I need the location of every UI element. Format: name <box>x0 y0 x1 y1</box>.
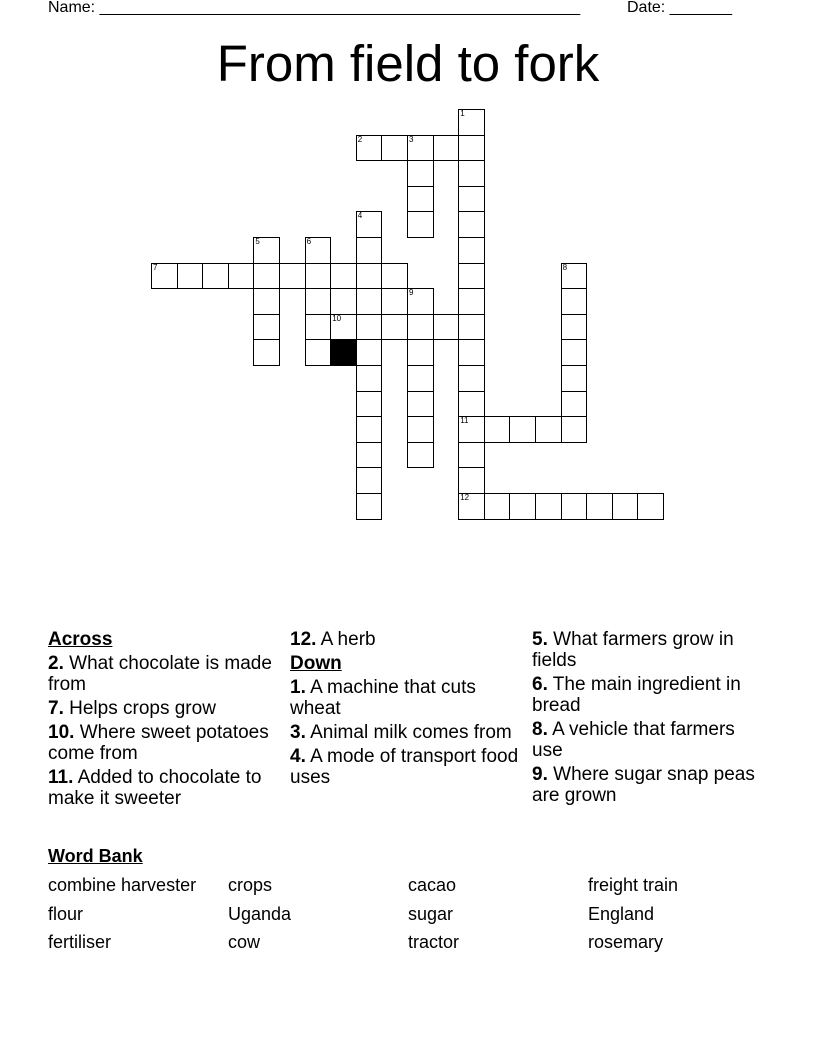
grid-cell[interactable] <box>305 263 332 290</box>
grid-cell[interactable] <box>356 442 383 469</box>
word-bank-item: rosemary <box>588 932 664 952</box>
grid-cell[interactable] <box>458 442 485 469</box>
grid-cell[interactable] <box>407 186 434 213</box>
grid-cell[interactable] <box>381 263 408 290</box>
grid-cell[interactable] <box>509 416 536 443</box>
grid-cell[interactable] <box>407 442 434 469</box>
clue-column-3 <box>532 629 767 809</box>
word-bank-item: Uganda <box>228 904 292 924</box>
grid-cell[interactable] <box>356 135 383 162</box>
grid-cell[interactable] <box>330 314 357 341</box>
clue-down-8: 8. A vehicle that farmers use <box>532 719 735 761</box>
word-bank-item: England <box>588 904 655 924</box>
grid-cell[interactable] <box>253 237 280 264</box>
grid-cell[interactable] <box>458 416 485 443</box>
grid-cell[interactable] <box>458 467 485 494</box>
grid-cell[interactable] <box>305 339 332 366</box>
grid-cell[interactable] <box>433 135 460 162</box>
grid-cell[interactable] <box>356 211 383 238</box>
grid-cell[interactable] <box>637 493 664 520</box>
grid-cell[interactable] <box>279 263 306 290</box>
cell-number: 7 <box>153 262 158 272</box>
blocked-cell <box>330 339 357 366</box>
grid-cell[interactable] <box>561 288 588 315</box>
clue-across-10: 10. Where sweet potatoes come from <box>48 722 269 764</box>
clue-across-7: 7. Helps crops grow <box>48 698 216 719</box>
word-bank-item: crops <box>228 875 273 895</box>
grid-cell[interactable] <box>305 237 332 264</box>
name-field[interactable]: Name: ______________________________________________________ <box>48 0 581 16</box>
clue-down-1: 1. A machine that cuts wheat <box>290 677 476 719</box>
cell-number: 1 <box>460 109 465 118</box>
grid-cell[interactable] <box>151 263 178 290</box>
grid-cell[interactable] <box>407 135 434 162</box>
grid-cell[interactable] <box>458 493 485 520</box>
grid-cell[interactable] <box>356 288 383 315</box>
grid-cell[interactable] <box>407 339 434 366</box>
word-bank-item: cow <box>228 932 261 952</box>
grid-cell[interactable] <box>509 493 536 520</box>
grid-cell[interactable] <box>356 467 383 494</box>
down-heading: Down <box>290 653 342 674</box>
grid-cell[interactable] <box>177 263 204 290</box>
grid-cell[interactable] <box>330 263 357 290</box>
clue-down-5: 5. What farmers grow in fields <box>532 629 734 671</box>
grid-cell[interactable] <box>561 365 588 392</box>
grid-cell[interactable] <box>612 493 639 520</box>
clue-column-1 <box>48 629 283 812</box>
cell-number: 12 <box>460 493 470 502</box>
cell-number: 9 <box>409 288 414 298</box>
grid-cell[interactable] <box>407 314 434 341</box>
grid-cell[interactable] <box>356 314 383 341</box>
grid-cell[interactable] <box>356 237 383 264</box>
grid-cell[interactable] <box>407 211 434 238</box>
puzzle-title: From field to fork <box>216 35 600 92</box>
grid-cell[interactable] <box>561 493 588 520</box>
clue-across-11: 11. Added to chocolate to make it sweeter <box>48 767 262 809</box>
grid-cell[interactable] <box>484 493 511 520</box>
word-bank-item: cacao <box>408 875 457 895</box>
grid-cell[interactable] <box>535 493 562 520</box>
word-bank-item: combine harvester <box>48 875 197 895</box>
grid-cell[interactable] <box>458 391 485 418</box>
clue-down-9: 9. Where sugar snap peas are grown <box>532 764 755 806</box>
grid-cell[interactable] <box>535 416 562 443</box>
date-field[interactable]: Date: _______ <box>627 0 732 16</box>
grid-cell[interactable] <box>458 237 485 264</box>
cell-number: 4 <box>357 211 363 221</box>
grid-cell[interactable] <box>458 186 485 213</box>
cell-number: 5 <box>255 237 260 246</box>
grid-cell[interactable] <box>458 263 485 290</box>
word-bank-title: Word Bank <box>48 846 143 866</box>
grid-cell[interactable] <box>407 160 434 187</box>
grid-cell[interactable] <box>228 263 255 290</box>
cell-number: 3 <box>409 134 414 144</box>
grid-cell[interactable] <box>407 391 434 418</box>
grid-cell[interactable] <box>561 263 588 290</box>
clue-down-4: 4. A mode of transport food uses <box>290 746 519 788</box>
word-bank-item: sugar <box>408 904 454 924</box>
grid-cell[interactable] <box>484 416 511 443</box>
grid-cell[interactable] <box>305 288 332 315</box>
grid-cell[interactable] <box>458 160 485 187</box>
grid-cell[interactable] <box>305 314 332 341</box>
clue-down-6: 6. The main ingredient in bread <box>532 674 741 716</box>
grid-cell[interactable] <box>253 314 280 341</box>
word-bank-item: tractor <box>408 932 460 952</box>
cell-number: 8 <box>562 262 568 272</box>
grid-cell[interactable] <box>407 416 434 443</box>
grid-cell[interactable] <box>561 314 588 341</box>
grid-cell[interactable] <box>458 211 485 238</box>
grid-cell[interactable] <box>561 391 588 418</box>
word-bank-item: fertiliser <box>48 932 112 952</box>
grid-cell[interactable] <box>381 135 408 162</box>
grid-cell[interactable] <box>458 339 485 366</box>
across-heading: Across <box>48 629 113 650</box>
grid-cell[interactable] <box>458 365 485 392</box>
grid-cell[interactable] <box>253 263 280 290</box>
grid-cell[interactable] <box>356 263 383 290</box>
grid-cell[interactable] <box>458 109 485 136</box>
cell-number: 10 <box>332 313 342 323</box>
cell-number: 11 <box>460 416 469 426</box>
clue-down-3: 3. Animal milk comes from <box>290 722 512 743</box>
word-bank-item: flour <box>48 904 84 924</box>
word-bank-item: freight train <box>588 875 679 895</box>
cell-number: 6 <box>306 237 312 246</box>
grid-cell[interactable] <box>561 339 588 366</box>
grid-cell[interactable] <box>356 365 383 392</box>
grid-cell[interactable] <box>356 339 383 366</box>
grid-cell[interactable] <box>253 339 280 366</box>
grid-cell[interactable] <box>381 314 408 341</box>
clue-across-12: 12. A herb <box>290 629 376 650</box>
grid-cell[interactable] <box>561 416 588 443</box>
grid-cell[interactable] <box>458 288 485 315</box>
grid-cell[interactable] <box>433 314 460 341</box>
grid-cell[interactable] <box>458 135 485 162</box>
grid-cell[interactable] <box>356 493 383 520</box>
cell-number: 2 <box>357 134 363 144</box>
grid-cell[interactable] <box>586 493 613 520</box>
grid-cell[interactable] <box>356 391 383 418</box>
grid-cell[interactable] <box>253 288 280 315</box>
grid-cell[interactable] <box>202 263 229 290</box>
clue-column-2 <box>290 629 525 791</box>
clue-across-2: 2. What chocolate is made from <box>48 653 272 695</box>
grid-cell[interactable] <box>356 416 383 443</box>
grid-cell[interactable] <box>407 288 434 315</box>
grid-cell[interactable] <box>407 365 434 392</box>
grid-cell[interactable] <box>458 314 485 341</box>
